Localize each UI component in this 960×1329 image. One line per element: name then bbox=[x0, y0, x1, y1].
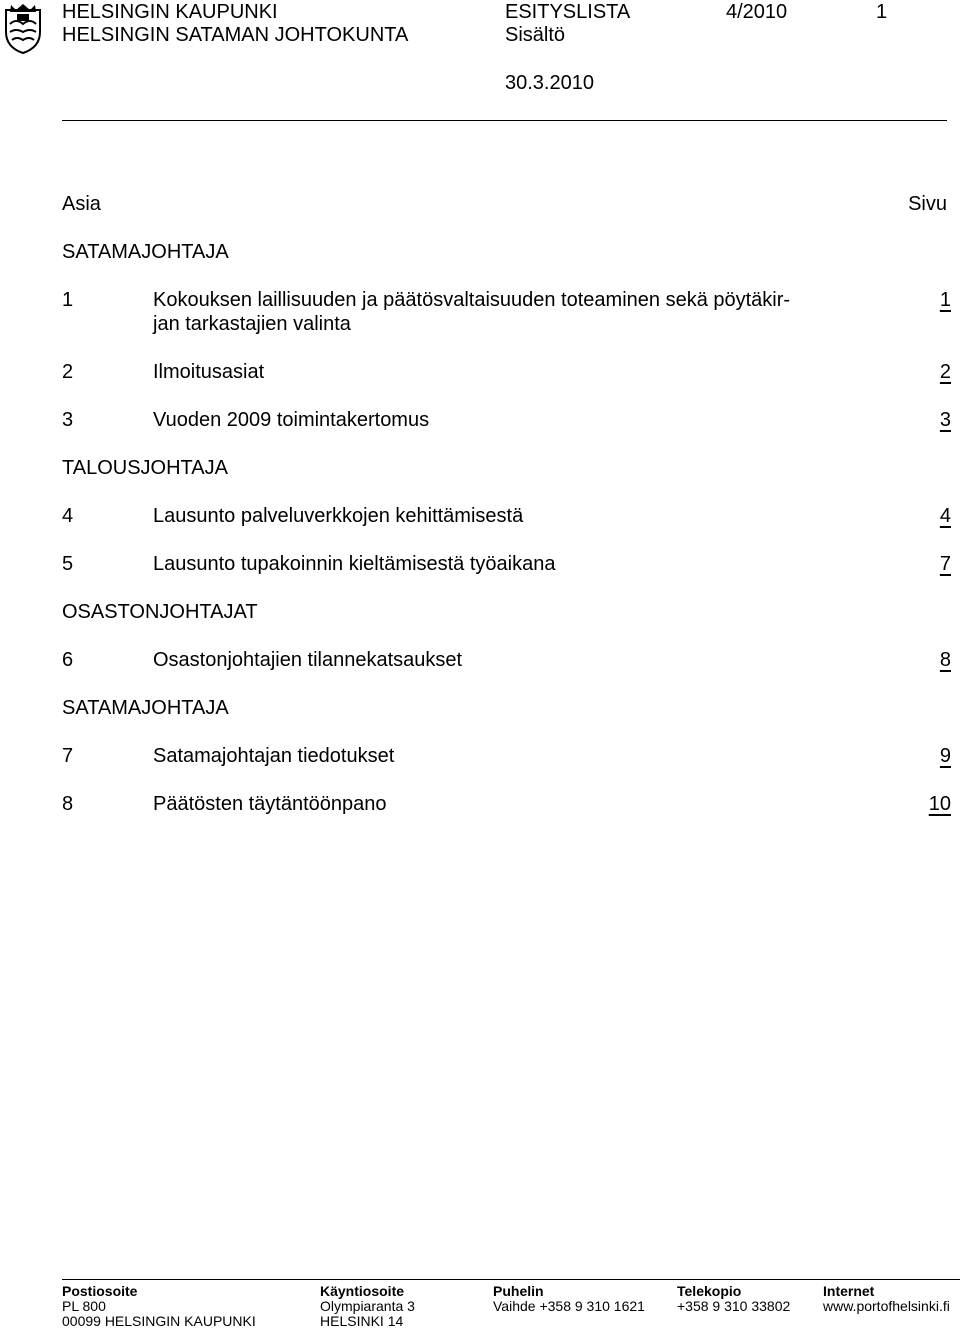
toc-item-number: 2 bbox=[62, 361, 74, 383]
helsinki-coat-of-arms-logo bbox=[2, 2, 44, 54]
toc-item-number: 3 bbox=[62, 409, 74, 431]
toc-item-page-link[interactable]: 7 bbox=[939, 553, 951, 575]
toc-item-title: Lausunto tupakoinnin kieltämisestä työaikana bbox=[153, 553, 556, 575]
toc-item-title: Päätösten täytäntöönpano bbox=[153, 793, 387, 815]
footer-visit-line2: HELSINKI 14 bbox=[320, 1313, 404, 1329]
section-heading: SATAMAJOHTAJA bbox=[62, 241, 229, 263]
footer-phone-label: Puhelin bbox=[493, 1283, 544, 1299]
toc-item-number: 7 bbox=[62, 745, 74, 767]
toc-item-title: Vuoden 2009 toimintakertomus bbox=[153, 409, 430, 431]
toc-item-number: 5 bbox=[62, 553, 74, 575]
header-doc-subtitle: Sisältö bbox=[505, 24, 566, 46]
footer-internet-label: Internet bbox=[823, 1283, 875, 1299]
footer-postal-line2: 00099 HELSINGIN KAUPUNKI bbox=[62, 1313, 256, 1329]
footer-fax-value: +358 9 310 33802 bbox=[677, 1298, 791, 1314]
toc-item-page-link[interactable]: 1 bbox=[939, 289, 951, 311]
footer-postal-label: Postiosoite bbox=[62, 1283, 138, 1299]
header-divider bbox=[62, 120, 947, 121]
toc-item-page-link[interactable]: 8 bbox=[939, 649, 951, 671]
toc-item-page-link[interactable]: 4 bbox=[939, 505, 951, 527]
footer-visit-line1: Olympiaranta 3 bbox=[320, 1298, 415, 1314]
footer-phone-value: Vaihde +358 9 310 1621 bbox=[493, 1298, 645, 1314]
header-board: HELSINGIN SATAMAN JOHTOKUNTA bbox=[62, 24, 409, 46]
toc-item-title-line1: Kokouksen laillisuuden ja päätösvaltaisuuden toteaminen sekä pöytäkir- bbox=[153, 289, 791, 311]
footer-divider bbox=[62, 1279, 960, 1280]
toc-item-number: 8 bbox=[62, 793, 74, 815]
toc-item-page-link[interactable]: 9 bbox=[939, 745, 951, 767]
section-heading: SATAMAJOHTAJA bbox=[62, 697, 229, 719]
toc-column-page: Sivu bbox=[908, 193, 947, 215]
header-date: 30.3.2010 bbox=[505, 72, 594, 94]
header-doc-type: ESITYSLISTA bbox=[505, 1, 631, 23]
toc-item-title-line2: jan tarkastajien valinta bbox=[153, 313, 351, 335]
toc-item-title: Satamajohtajan tiedotukset bbox=[153, 745, 395, 767]
toc-item-title: Lausunto palveluverkkojen kehittämisestä bbox=[153, 505, 524, 527]
footer-postal-line1: PL 800 bbox=[62, 1298, 106, 1314]
toc-item-number: 4 bbox=[62, 505, 74, 527]
header-city: HELSINGIN KAUPUNKI bbox=[62, 1, 278, 23]
toc-item-title: Ilmoitusasiat bbox=[153, 361, 265, 383]
toc-item-page-link[interactable]: 10 bbox=[928, 793, 951, 815]
section-heading: TALOUSJOHTAJA bbox=[62, 457, 228, 479]
toc-item-number: 6 bbox=[62, 649, 74, 671]
toc-item-page-link[interactable]: 3 bbox=[939, 409, 951, 431]
toc-item-title: Osastonjohtajien tilannekatsaukset bbox=[153, 649, 463, 671]
footer-internet-link[interactable]: www.portofhelsinki.fi bbox=[823, 1298, 950, 1314]
toc-item-number: 1 bbox=[62, 289, 74, 311]
footer-visit-label: Käyntiosoite bbox=[320, 1283, 405, 1299]
toc-item-page-link[interactable]: 2 bbox=[939, 361, 951, 383]
footer-fax-label: Telekopio bbox=[677, 1283, 742, 1299]
header-page-number: 1 bbox=[876, 1, 888, 23]
header-doc-number: 4/2010 bbox=[726, 1, 788, 23]
section-heading: OSASTONJOHTAJAT bbox=[62, 601, 258, 623]
toc-column-subject: Asia bbox=[62, 193, 101, 215]
